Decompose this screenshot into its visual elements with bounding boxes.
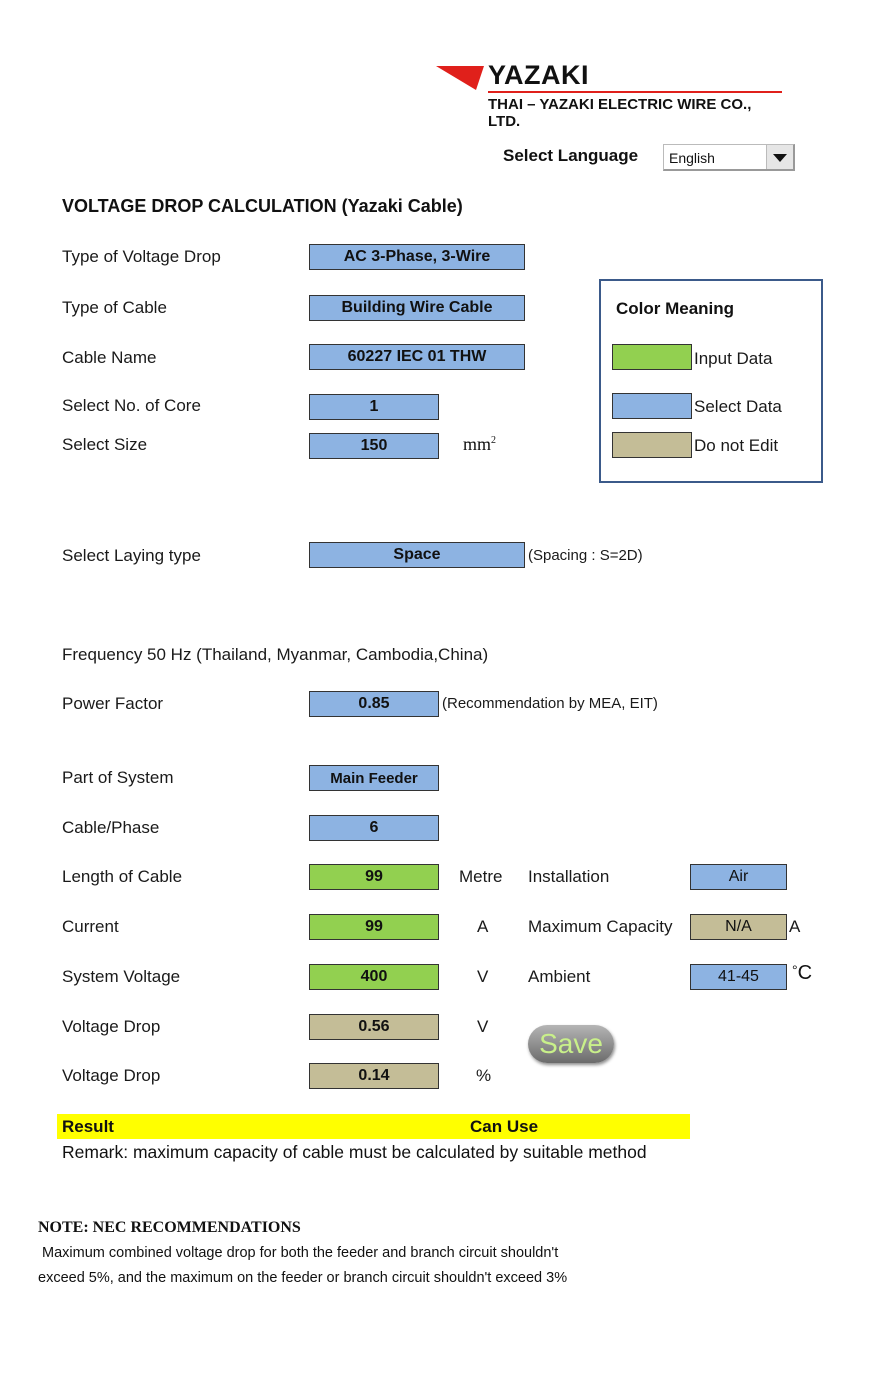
cable-type-select[interactable]: Building Wire Cable [309,295,525,321]
installation-label: Installation [528,867,610,886]
legend-select-swatch [612,393,692,419]
voltage-drop-v-unit: V [477,1017,489,1036]
laying-label: Select Laying type [62,546,201,565]
system-voltage-input[interactable]: 400 [309,964,439,990]
language-label: Select Language [503,146,639,165]
brand-name: YAZAKI [488,60,590,90]
system-voltage-unit: V [477,967,489,986]
language-value: English [669,150,715,166]
size-label: Select Size [62,435,148,454]
power-factor-note: (Recommendation by MEA, EIT) [442,695,658,712]
part-of-system-select[interactable]: Main Feeder [309,765,439,791]
legend-select-label: Select Data [694,397,782,416]
ambient-label: Ambient [528,967,591,986]
dropdown-button[interactable] [766,145,793,169]
result-label: Result [62,1117,114,1136]
voltage-drop-type-label: Type of Voltage Drop [62,247,221,266]
legend-title: Color Meaning [616,299,735,318]
cable-name-select[interactable]: 60227 IEC 01 THW [309,344,525,370]
current-input[interactable]: 99 [309,914,439,940]
laying-select[interactable]: Space [309,542,525,568]
part-of-system-label: Part of System [62,768,174,787]
voltage-drop-v-label: Voltage Drop [62,1017,161,1036]
language-select[interactable] [663,144,795,171]
max-capacity-label: Maximum Capacity [528,917,673,936]
cable-phase-label: Cable/Phase [62,818,160,837]
color-legend [599,279,823,483]
legend-input-swatch [612,344,692,370]
legend-input-label: Input Data [694,349,773,368]
installation-select[interactable]: Air [690,864,787,890]
company-name: THAI – YAZAKI ELECTRIC WIRE CO., LTD. [488,96,752,130]
cable-phase-select[interactable]: 6 [309,815,439,841]
voltage-drop-v-output: 0.56 [309,1014,439,1040]
ambient-degree: ° [792,962,798,978]
save-button[interactable]: Save [528,1025,614,1063]
remark-text: Remark: maximum capacity of cable must be calculated by suitable method [62,1142,647,1162]
ambient-select[interactable]: 41-45 [690,964,787,990]
note-line-1: Maximum combined voltage drop for both the feeder and branch circuit shouldn't [38,1245,559,1261]
page-title: VOLTAGE DROP CALCULATION (Yazaki Cable) [62,196,463,216]
core-label: Select No. of Core [62,396,201,415]
result-value: Can Use [470,1117,539,1136]
frequency-text: Frequency 50 Hz (Thailand, Myanmar, Cambodia,China) [62,645,489,664]
size-unit-base: mm [463,434,492,454]
length-label: Length of Cable [62,867,183,886]
ambient-c: C [797,962,813,984]
voltage-drop-pct-label: Voltage Drop [62,1066,161,1085]
size-unit-sup: 2 [491,435,497,446]
result-bar [57,1114,690,1139]
length-input[interactable]: 99 [309,864,439,890]
current-unit: A [477,917,489,936]
note-title: NOTE: NEC RECOMMENDATIONS [38,1219,301,1236]
yazaki-logo-mark-icon [436,64,486,92]
current-label: Current [62,917,119,936]
voltage-drop-pct-unit: % [476,1066,492,1085]
power-factor-select[interactable]: 0.85 [309,691,439,717]
cable-name-label: Cable Name [62,348,157,367]
yazaki-logo [436,60,786,130]
length-unit: Metre [459,867,503,886]
power-factor-label: Power Factor [62,694,164,713]
size-unit [463,434,496,455]
voltage-drop-type-select[interactable]: AC 3-Phase, 3-Wire [309,244,525,270]
voltage-drop-pct-output: 0.14 [309,1063,439,1089]
size-select[interactable]: 150 [309,433,439,459]
system-voltage-label: System Voltage [62,967,181,986]
cable-type-label: Type of Cable [62,298,167,317]
ambient-unit [792,962,812,985]
note-line-2: exceed 5%, and the maximum on the feeder or branch circuit shouldn't exceed 3% [38,1270,568,1286]
legend-noedit-swatch [612,432,692,458]
legend-noedit-label: Do not Edit [694,436,779,455]
max-capacity-output: N/A [690,914,787,940]
core-select[interactable]: 1 [309,394,439,420]
chevron-down-icon [767,145,793,169]
logo-rule [488,91,782,93]
max-capacity-unit: A [789,917,801,936]
laying-note: (Spacing : S=2D) [528,547,643,564]
